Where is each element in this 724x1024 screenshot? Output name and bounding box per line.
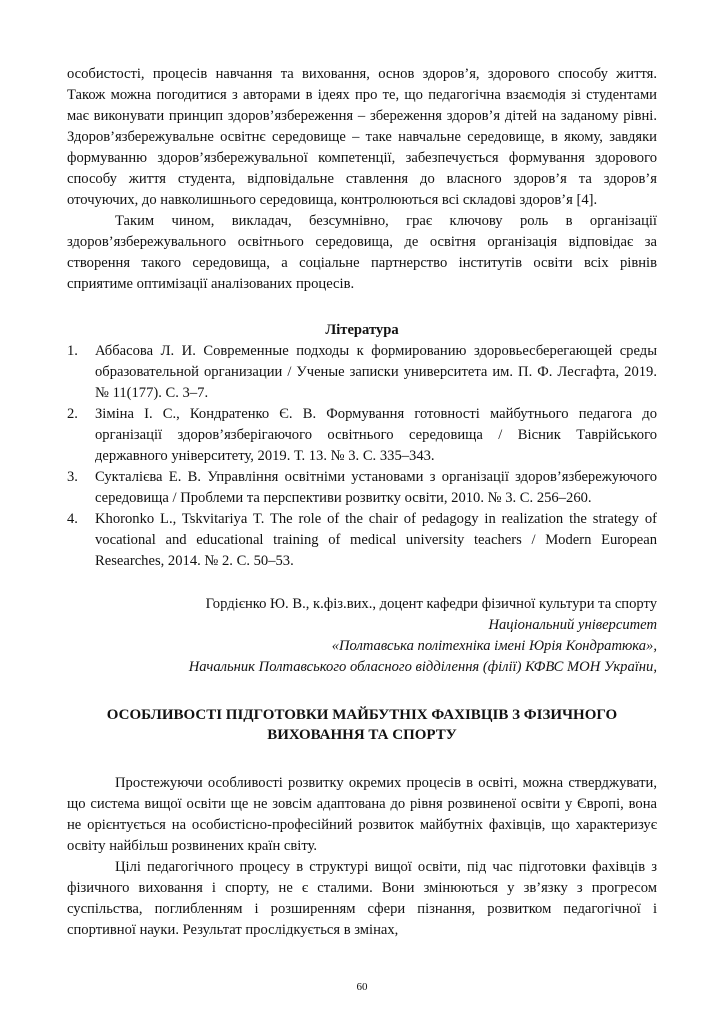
author-name-position: Гордієнко Ю. В., к.фіз.вих., доцент кафедри фізичної культури та спорту bbox=[205, 596, 657, 612]
author-affiliation-line: «Полтавська політехніка імені Юрія Кондратюка», bbox=[331, 638, 657, 654]
reference-item bbox=[67, 467, 657, 509]
reference-text: Khoronko L., Tskvitariya T. The role of the chair of pedagogy in realization the strategy of vocational and educational training of medical university teachers / Modern European Researches, 2014. № 2. С. 50–53. bbox=[95, 511, 657, 569]
article-body bbox=[67, 773, 657, 941]
intro-paragraph-2: Таким чином, викладач, безсумнівно, грає ключову роль в організації здоров’язбережувального освітнього середовища, де освітня організація відповідає за створення такого середовища, а соціальне партнерство інститутів освіти всіх рівнів сприятиме оптимізації аналізованих процесів. bbox=[67, 213, 657, 292]
reference-item bbox=[67, 341, 657, 404]
reference-number: 3. bbox=[67, 469, 78, 485]
reference-text: Сукталієва Е. В. Управління освітніми установами з організації здоров’язбережуючого середовища / Проблеми та перспективи розвитку освіти, 2010. № 3. С. 256–260. bbox=[95, 469, 657, 506]
intro-paragraph-1: особистості, процесів навчання та виховання, основ здоров’я, здорового способу життя. Також можна погодитися з авторами в ідеях про те, що педагогічна взаємодія зі студентами має виконувати принцип здоров’язбереження – збереження здоров’я дітей на заданому рівні. Здоров’язбережувальне освітнє середовище – таке навчальне середовище, в якому, завдяки формуванню здоров’язбережувальної компетенції, забезпечується формування здорового способу життя студента, відповідальне ставлення до власного здоров’я та здоров’я оточуючих, до навколишнього середовища, контролюються всі складові здоров’я [4]. bbox=[67, 66, 657, 208]
references-title: Література bbox=[325, 322, 399, 338]
page-number: 60 bbox=[356, 981, 368, 993]
article-title-line: ОСОБЛИВОСТІ ПІДГОТОВКИ МАЙБУТНІХ ФАХІВЦІВ З ФІЗИЧНОГО bbox=[106, 707, 618, 723]
reference-number: 4. bbox=[67, 511, 78, 527]
article-title bbox=[67, 705, 657, 745]
reference-text: Зіміна І. С., Кондратенко Є. В. Формування готовності майбутнього педагога до організації здоров’язберігаючого освітнього середовища / Вісник Таврійського державного університету, 2019. Т. 13. № 3. С. 335–343. bbox=[95, 406, 657, 464]
references-list bbox=[67, 341, 657, 572]
author-affiliation-line: Начальник Полтавського обласного відділення (філії) КФВС МОН України, bbox=[188, 659, 657, 675]
author-affiliation-line: Національний університет bbox=[488, 617, 657, 633]
reference-number: 2. bbox=[67, 406, 78, 422]
author-block bbox=[67, 594, 657, 678]
article-title-line: ВИХОВАННЯ ТА СПОРТУ bbox=[267, 727, 457, 743]
article-paragraph-1: Простежуючи особливості розвитку окремих процесів в освіті, можна стверджувати, що система вищої освіти ще не зовсім адаптована до рівня розвиненої освіти у Європі, вона не орієнтується на особистісно-професійний розвиток майбутніх фахівців, що характеризує освіту найбільш розвинених країн світу. bbox=[67, 775, 657, 854]
reference-number: 1. bbox=[67, 343, 78, 359]
reference-text: Аббасова Л. И. Современные подходы к формированию здоровьесберегающей среды образовательной организации / Ученые записки университета им. П. Ф. Лесгафта, 2019. № 11(177). С. 3–7. bbox=[95, 343, 657, 401]
document-page bbox=[67, 64, 657, 941]
reference-item bbox=[67, 404, 657, 467]
reference-item bbox=[67, 509, 657, 572]
article-paragraph-2: Цілі педагогічного процесу в структурі вищої освіти, під час підготовки фахівців з фізичного виховання і спорту, не є сталими. Вони змінюються у зв’язку з прогресом суспільства, поглибленням і розширенням сфери пізнання, розвитком педагогічної і спортивної науки. Результат прослідкується в змінах, bbox=[67, 859, 657, 938]
